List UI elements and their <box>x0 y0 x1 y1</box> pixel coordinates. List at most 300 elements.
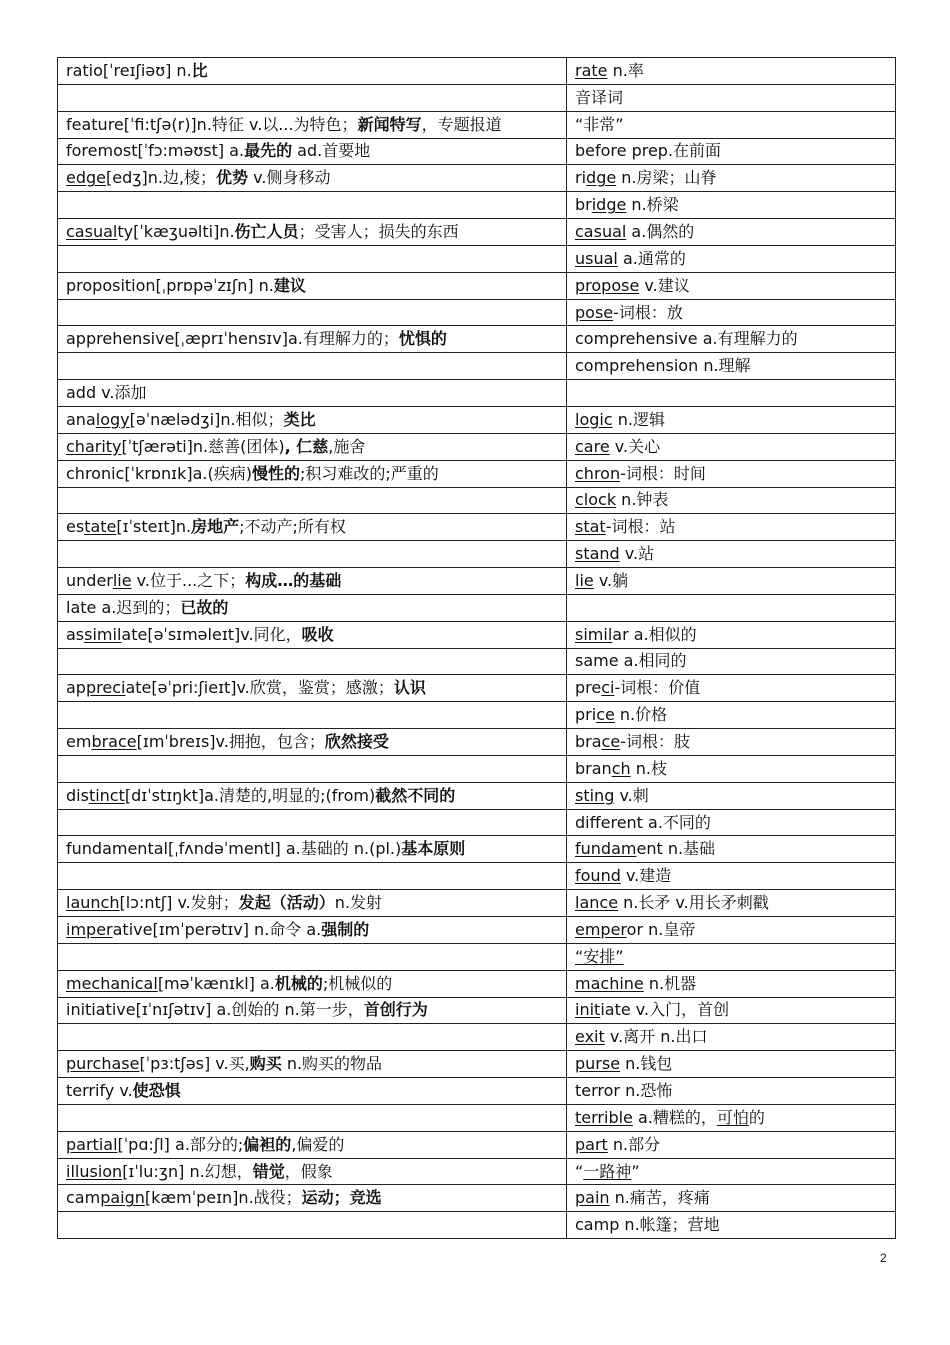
word-entry-cell <box>58 997 567 1024</box>
entry-text: br <box>575 195 592 215</box>
key-meaning-text: 发起（活动） <box>238 893 335 913</box>
entry-text: ap <box>66 678 86 698</box>
table-row <box>58 917 896 944</box>
word-entry-cell <box>58 1051 567 1078</box>
table-row <box>58 460 896 487</box>
related-word-cell <box>567 111 896 138</box>
root-underline-text: 一路神 <box>583 1161 632 1181</box>
word-entry-cell <box>58 863 567 890</box>
word-entry-cell <box>58 917 567 944</box>
root-underline-text: clock <box>575 490 617 510</box>
root-underline-text: pose <box>575 302 614 322</box>
word-entry-cell <box>58 514 567 541</box>
related-word-cell <box>567 165 896 192</box>
entry-text: a.通常的 <box>617 248 686 268</box>
word-entry-cell <box>58 433 567 460</box>
word-entry-cell <box>58 1104 567 1131</box>
entry-text: [lɔ:ntʃ] v.发射； <box>119 893 239 913</box>
entry-text: ;积习难改的;严重的 <box>299 463 439 483</box>
entry-text: -词根：价值 <box>614 678 701 698</box>
entry-text: apprehensive[ˌæprɪˈhensɪv]a.有理解力的； <box>66 329 399 349</box>
word-entry-cell <box>58 809 567 836</box>
word-entry-cell <box>58 541 567 568</box>
table-row <box>58 192 896 219</box>
entry-text: n.购买的物品 <box>281 1054 383 1074</box>
related-word-cell <box>567 84 896 111</box>
related-word-cell <box>567 487 896 514</box>
key-meaning-text: 优势 <box>216 168 249 188</box>
table-row <box>58 58 896 85</box>
word-entry-cell <box>58 299 567 326</box>
related-word-cell <box>567 1051 896 1078</box>
related-word-cell <box>567 621 896 648</box>
entry-text: n.逻辑 <box>612 409 665 429</box>
entry-text: ana <box>66 409 96 429</box>
entry-text: ate[əˈpri:ʃieɪt]v.欣赏，鉴赏；感激； <box>125 678 394 698</box>
table-row <box>58 863 896 890</box>
key-meaning-text: 强制的 <box>321 919 370 939</box>
table-row <box>58 782 896 809</box>
key-meaning-text: 类比 <box>283 409 316 429</box>
table-row <box>58 1051 896 1078</box>
entry-text: n.枝 <box>630 758 667 778</box>
entry-text: ri <box>575 168 587 188</box>
word-entry-cell <box>58 111 567 138</box>
key-meaning-text: 首创行为 <box>363 1000 428 1020</box>
word-entry-cell <box>58 1212 567 1239</box>
entry-text: n.发射 <box>334 893 383 913</box>
entry-text: ；受害人；损失的东西 <box>298 221 459 241</box>
entry-text: ar a.相似的 <box>612 624 697 644</box>
key-meaning-text: 最先的 <box>244 141 293 161</box>
root-underline-text: casual <box>575 221 627 241</box>
key-meaning-text: 基本原则 <box>401 839 466 859</box>
table-row <box>58 648 896 675</box>
entry-text: ative[ɪmˈperətɪv] n.命令 a. <box>112 919 322 939</box>
table-row <box>58 138 896 165</box>
entry-text: n.部分 <box>607 1134 661 1154</box>
table-row <box>58 970 896 997</box>
key-meaning-text: 新闻特写 <box>357 114 422 134</box>
entry-text: ，专题报道 <box>421 114 502 134</box>
related-word-cell <box>567 675 896 702</box>
related-word-cell <box>567 594 896 621</box>
table-row <box>58 219 896 246</box>
root-underline-text: lie <box>112 570 132 590</box>
entry-text: [ˈpɑ:ʃl] a.部分的; <box>117 1134 244 1154</box>
entry-text: v.躺 <box>593 570 629 590</box>
root-underline-text: stand <box>575 544 620 564</box>
root-underline-text: fundam <box>575 839 637 859</box>
word-entry-cell <box>58 568 567 595</box>
entry-text: comprehension n.理解 <box>575 356 751 376</box>
entry-text: pre <box>575 678 602 698</box>
table-row <box>58 568 896 595</box>
root-underline-text: edge <box>66 168 106 188</box>
word-entry-cell <box>58 58 567 85</box>
table-row <box>58 702 896 729</box>
entry-text: -词根：放 <box>613 302 683 322</box>
root-underline-text: imper <box>66 919 113 939</box>
entry-text: cam <box>66 1188 101 1208</box>
entry-text: feature[ˈfi:tʃə(r)]n.特征 v.以...为特色； <box>66 114 358 134</box>
related-word-cell <box>567 729 896 756</box>
entry-text: 音译词 <box>575 87 624 107</box>
related-word-cell <box>567 192 896 219</box>
entry-text: 的 <box>748 1107 765 1127</box>
entry-text: ,施舍 <box>328 436 366 456</box>
related-word-cell <box>567 541 896 568</box>
root-underline-text: init <box>575 1000 601 1020</box>
root-underline-text: logy <box>95 409 130 429</box>
table-row <box>58 1024 896 1051</box>
table-row <box>58 380 896 407</box>
related-word-cell <box>567 1185 896 1212</box>
root-underline-text: ce <box>596 705 615 725</box>
word-entry-cell <box>58 460 567 487</box>
root-underline-text: tinct <box>88 785 125 805</box>
key-meaning-text: 忧惧的 <box>398 329 447 349</box>
entry-text: ty[ˈkæʒuəlti]n. <box>117 221 235 241</box>
word-entry-cell <box>58 890 567 917</box>
table-row <box>58 1185 896 1212</box>
table-row <box>58 1131 896 1158</box>
entry-text: chronic[ˈkrɒnɪk]a.(疾病) <box>66 463 252 483</box>
key-meaning-text: 认识 <box>393 678 426 698</box>
table-row <box>58 433 896 460</box>
entry-text: [ɪˈlu:ʒn] n.幻想， <box>122 1161 253 1181</box>
table-row <box>58 890 896 917</box>
related-word-cell <box>567 568 896 595</box>
table-row <box>58 729 896 756</box>
table-row <box>58 165 896 192</box>
table-row <box>58 111 896 138</box>
root-underline-text: launch <box>66 893 120 913</box>
entry-text: or n.皇帝 <box>626 919 696 939</box>
table-row <box>58 1212 896 1239</box>
root-underline-text: casual <box>66 221 118 241</box>
related-word-cell <box>567 890 896 917</box>
root-underline-text: ce <box>601 732 621 752</box>
entry-text: v.站 <box>619 544 655 564</box>
root-underline-text: ci <box>601 678 615 698</box>
entry-text: -词根：时间 <box>620 463 706 483</box>
root-underline-text: sting <box>575 785 615 805</box>
entry-text: v.建议 <box>639 275 690 295</box>
entry-text: ate[əˈsɪməleɪt]v.同化， <box>121 624 302 644</box>
key-meaning-text: 欣然接受 <box>324 732 389 752</box>
related-word-cell <box>567 809 896 836</box>
root-underline-text: purse <box>575 1054 621 1074</box>
entry-text: [edʒ]n.边,棱； <box>106 168 217 188</box>
table-row <box>58 836 896 863</box>
related-word-cell <box>567 1078 896 1105</box>
related-word-cell <box>567 1212 896 1239</box>
related-word-cell <box>567 326 896 353</box>
related-word-cell <box>567 1131 896 1158</box>
entry-text: iate v.入门，首创 <box>600 1000 730 1020</box>
word-entry-cell <box>58 380 567 407</box>
root-underline-text: logic <box>575 409 613 429</box>
related-word-cell <box>567 970 896 997</box>
table-row <box>58 514 896 541</box>
word-entry-cell <box>58 406 567 433</box>
entry-text: camp n.帐篷；营地 <box>575 1215 720 1235</box>
table-row <box>58 1158 896 1185</box>
entry-text: “ <box>575 1161 584 1181</box>
entry-text: a.糟糕的， <box>632 1107 717 1127</box>
related-word-cell <box>567 755 896 782</box>
word-entry-cell <box>58 782 567 809</box>
root-underline-text: chron <box>575 463 621 483</box>
key-meaning-text: 运动；竞选 <box>301 1188 382 1208</box>
entry-text: terrify v. <box>66 1080 133 1100</box>
entry-text: ad.首要地 <box>292 141 371 161</box>
entry-text: comprehensive a.有理解力的 <box>575 329 798 349</box>
related-word-cell <box>567 138 896 165</box>
root-underline-text: tate <box>84 517 117 537</box>
entry-text: bran <box>575 758 612 778</box>
related-word-cell <box>567 433 896 460</box>
entry-text: pri <box>575 705 597 725</box>
related-word-cell <box>567 1104 896 1131</box>
entry-text: before prep.在前面 <box>575 141 722 161</box>
word-entry-cell <box>58 84 567 111</box>
word-entry-cell <box>58 353 567 380</box>
root-underline-text: dge <box>586 168 617 188</box>
entry-text: initiative[ɪˈnɪʃətɪv] a.创始的 n.第一步， <box>66 1000 364 1020</box>
entry-text: n.价格 <box>614 705 668 725</box>
root-underline-text: machine <box>575 973 644 993</box>
root-underline-text: terrible <box>575 1107 633 1127</box>
entry-text: fundamental[ˌfʌndəˈmentl] a.基础的 n.(pl.) <box>66 839 402 859</box>
word-entry-cell <box>58 1131 567 1158</box>
entry-text: n.房梁；山脊 <box>616 168 717 188</box>
vocabulary-table <box>57 57 896 1239</box>
root-underline-text: rate <box>575 60 608 80</box>
related-word-cell <box>567 943 896 970</box>
root-underline-text: idge <box>591 195 627 215</box>
related-word-cell <box>567 863 896 890</box>
word-entry-cell <box>58 272 567 299</box>
key-meaning-text: 构成…的基础 <box>245 570 342 590</box>
entry-text: v.刺 <box>614 785 649 805</box>
word-entry-cell <box>58 970 567 997</box>
root-underline-text: simil <box>84 624 122 644</box>
entry-text: ent n.基础 <box>636 839 716 859</box>
table-row <box>58 809 896 836</box>
key-meaning-text: 错觉 <box>252 1161 285 1181</box>
entry-text: em <box>66 732 92 752</box>
entry-text: [dɪˈstɪŋkt]a.清楚的,明显的;(from) <box>124 785 376 805</box>
word-entry-cell <box>58 594 567 621</box>
word-entry-cell <box>58 1158 567 1185</box>
root-underline-text: stat <box>575 517 606 537</box>
table-row <box>58 299 896 326</box>
word-entry-cell <box>58 1024 567 1051</box>
entry-text: [ɪmˈbreɪs]v.拥抱，包含； <box>136 732 325 752</box>
key-meaning-text: 购买 <box>249 1054 282 1074</box>
entry-text: ;机械似的 <box>322 973 393 993</box>
key-meaning-text: 建议 <box>273 275 306 295</box>
related-word-cell <box>567 514 896 541</box>
related-word-cell <box>567 702 896 729</box>
root-underline-text: lance <box>575 893 619 913</box>
table-row <box>58 353 896 380</box>
entry-text: -词根：肢 <box>620 732 690 752</box>
entry-text: under <box>66 570 113 590</box>
table-row <box>58 487 896 514</box>
entry-text: ;不动产;所有权 <box>239 517 346 537</box>
word-entry-cell <box>58 943 567 970</box>
related-word-cell <box>567 272 896 299</box>
entry-text: late a.迟到的； <box>66 597 181 617</box>
related-word-cell <box>567 380 896 407</box>
entry-text: n.长矛 v.用长矛刺戳 <box>618 893 769 913</box>
word-entry-cell <box>58 648 567 675</box>
root-underline-text: charity <box>66 436 122 456</box>
root-underline-text: found <box>575 866 621 886</box>
root-underline-text: propose <box>575 275 640 295</box>
word-entry-cell <box>58 675 567 702</box>
entry-text: -词根：站 <box>605 517 676 537</box>
table-row <box>58 272 896 299</box>
table-row <box>58 245 896 272</box>
related-word-cell <box>567 648 896 675</box>
table-row <box>58 84 896 111</box>
entry-text: ，假象 <box>284 1161 333 1181</box>
entry-text: n.机器 <box>643 973 697 993</box>
word-entry-cell <box>58 219 567 246</box>
word-entry-cell <box>58 729 567 756</box>
entry-text: v.离开 n.出口 <box>604 1027 708 1047</box>
word-entry-cell <box>58 138 567 165</box>
related-word-cell <box>567 460 896 487</box>
related-word-cell <box>567 997 896 1024</box>
entry-text: a.偶然的 <box>626 221 695 241</box>
related-word-cell <box>567 406 896 433</box>
entry-text: v.建造 <box>620 866 672 886</box>
related-word-cell <box>567 299 896 326</box>
key-meaning-text: 机械的 <box>274 973 323 993</box>
root-underline-text: care <box>575 436 610 456</box>
entry-text: proposition[ˌprɒpəˈzɪʃn] n. <box>66 275 274 295</box>
word-entry-cell <box>58 487 567 514</box>
table-row <box>58 943 896 970</box>
entry-text: v.关心 <box>609 436 661 456</box>
table-row <box>58 1104 896 1131</box>
entry-text: [əˈnælədʒi]n.相似； <box>129 409 284 429</box>
entry-text: as <box>66 624 85 644</box>
key-meaning-text: 吸收 <box>301 624 334 644</box>
key-meaning-text: , 仁慈 <box>284 436 329 456</box>
related-word-cell <box>567 782 896 809</box>
related-word-cell <box>567 353 896 380</box>
root-underline-text: illusion <box>66 1161 123 1181</box>
related-word-cell <box>567 58 896 85</box>
root-underline-text: part <box>575 1134 608 1154</box>
entry-text: [məˈkænɪkl] a. <box>157 973 275 993</box>
entry-text: [ɪˈsteɪt]n. <box>116 517 192 537</box>
root-underline-text: lie <box>575 570 594 590</box>
key-meaning-text: 已故的 <box>180 597 229 617</box>
word-entry-cell <box>58 245 567 272</box>
root-underline-text: usual <box>575 248 618 268</box>
entry-text: “非常” <box>575 114 624 134</box>
entry-text: es <box>66 517 85 537</box>
entry-text: [kæmˈpeɪn]n.战役； <box>144 1188 302 1208</box>
entry-text: terror n.恐怖 <box>575 1080 673 1100</box>
word-entry-cell <box>58 192 567 219</box>
root-underline-text: brace <box>91 732 137 752</box>
table-row <box>58 755 896 782</box>
table-row <box>58 675 896 702</box>
related-word-cell <box>567 1158 896 1185</box>
table-row <box>58 406 896 433</box>
table-row <box>58 541 896 568</box>
table-row <box>58 326 896 353</box>
word-entry-cell <box>58 836 567 863</box>
key-meaning-text: 截然不同的 <box>375 785 456 805</box>
key-meaning-text: 伤亡人员 <box>234 221 299 241</box>
entry-text: v.侧身移动 <box>248 168 331 188</box>
table-row <box>58 1078 896 1105</box>
root-underline-text: preci <box>85 678 126 698</box>
entry-text: ” <box>631 1161 640 1181</box>
entry-text: add v.添加 <box>66 383 147 403</box>
word-entry-cell <box>58 1185 567 1212</box>
root-underline-text: “安排” <box>575 946 624 966</box>
entry-text: ,偏爱的 <box>291 1134 345 1154</box>
word-entry-cell <box>58 326 567 353</box>
key-meaning-text: 使恐惧 <box>132 1080 181 1100</box>
entry-text: n.钱包 <box>620 1054 673 1074</box>
page-number: 2 <box>880 1251 887 1265</box>
root-underline-text: exit <box>575 1027 605 1047</box>
root-underline-text: purchase <box>66 1054 140 1074</box>
vocabulary-table-body <box>58 58 896 1239</box>
entry-text: different a.不同的 <box>575 812 711 832</box>
table-row <box>58 621 896 648</box>
related-word-cell <box>567 219 896 246</box>
entry-text: n.率 <box>607 60 644 80</box>
entry-text: same a.相同的 <box>575 651 687 671</box>
entry-text: ratio[ˈreɪʃiəʊ] n. <box>66 60 192 80</box>
entry-text: foremost[ˈfɔ:məʊst] a. <box>66 141 245 161</box>
entry-text: bra <box>575 732 602 752</box>
root-underline-text: mechanical <box>66 973 158 993</box>
root-underline-text: paign <box>100 1188 145 1208</box>
entry-text: n.痛苦，疼痛 <box>609 1188 710 1208</box>
root-underline-text: simil <box>575 624 613 644</box>
related-word-cell <box>567 245 896 272</box>
root-underline-text: ch <box>611 758 631 778</box>
root-underline-text: partial <box>66 1134 118 1154</box>
root-underline-text: 可怕 <box>716 1107 749 1127</box>
word-entry-cell <box>58 165 567 192</box>
related-word-cell <box>567 836 896 863</box>
key-meaning-text: 比 <box>191 60 208 80</box>
related-word-cell <box>567 1024 896 1051</box>
entry-text: n.钟表 <box>616 490 669 510</box>
entry-text: n.桥梁 <box>626 195 679 215</box>
key-meaning-text: 偏袒的 <box>243 1134 292 1154</box>
key-meaning-text: 慢性的 <box>251 463 300 483</box>
word-entry-cell <box>58 1078 567 1105</box>
entry-text: v.位于...之下； <box>131 570 246 590</box>
word-entry-cell <box>58 702 567 729</box>
word-entry-cell <box>58 621 567 648</box>
